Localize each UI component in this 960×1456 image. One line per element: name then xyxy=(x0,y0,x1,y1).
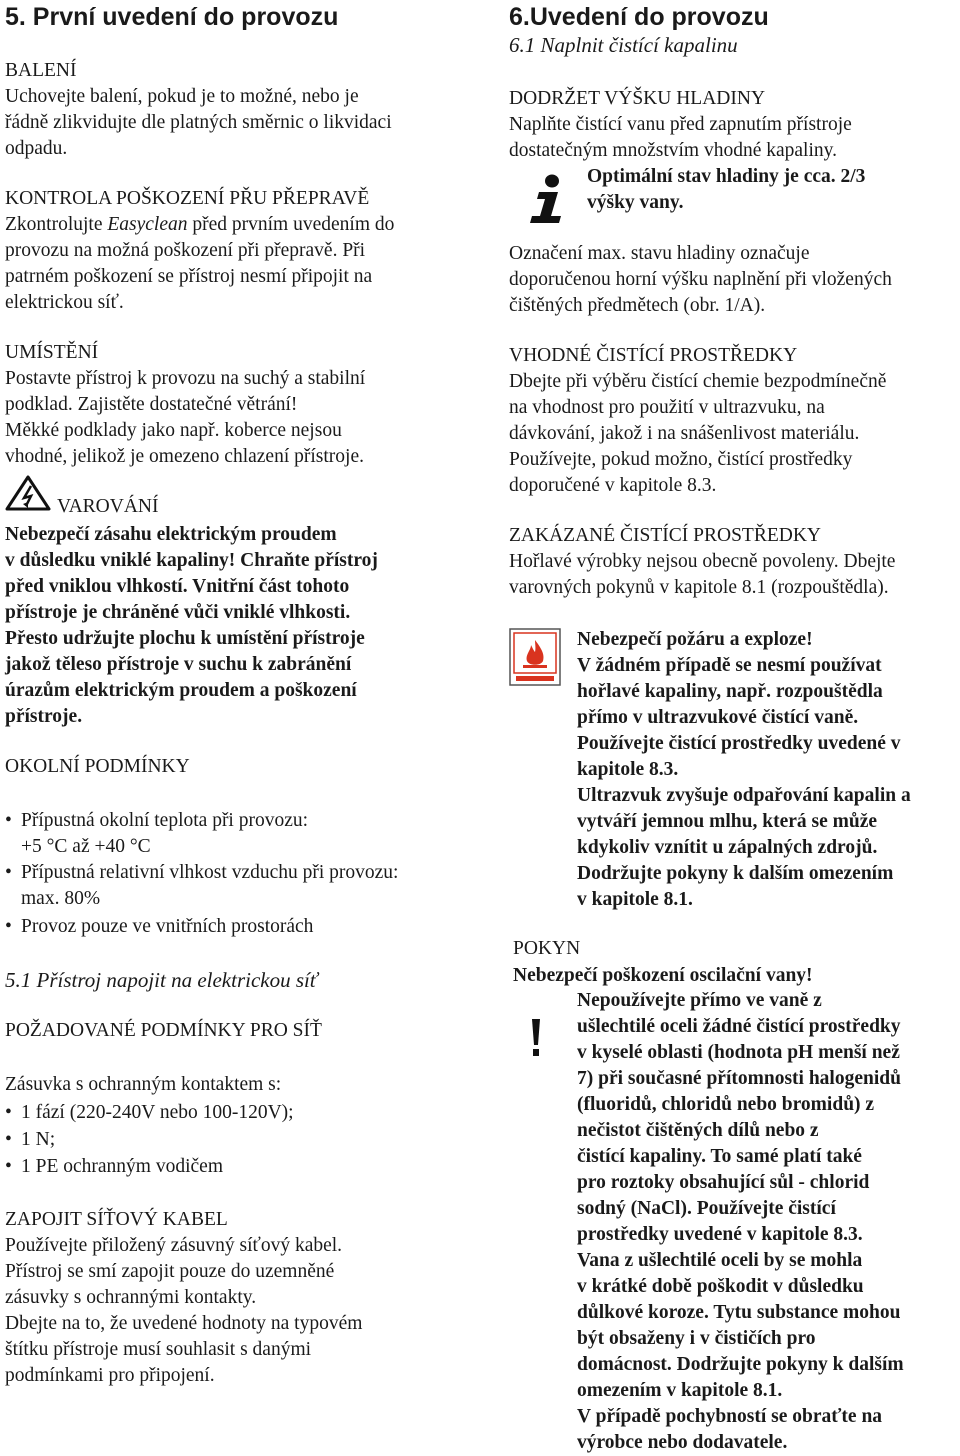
fire-line: kapitole 8.3. xyxy=(577,759,679,780)
varovani-line: před vniklou vlhkostí. Vnitřní část tohoto xyxy=(5,576,350,597)
kontrola-line-start: Zkontrolujte xyxy=(5,214,108,235)
pokyn-line: ušlechtilé oceli žádné čistící prostředky xyxy=(577,1016,901,1037)
pokyn-line: pro roztoky obsahující sůl - chlorid xyxy=(577,1172,870,1193)
vhodne-line: Používejte, pokud možno, čistící prostředky xyxy=(509,449,853,470)
electric-hazard-warning-icon xyxy=(4,474,52,512)
umisteni-line: vhodné, jelikož je omezeno chlazení přístroje. xyxy=(5,446,364,467)
zapojit-line: Dbejte na to, že uvedené hodnoty na typovém xyxy=(5,1313,363,1334)
varovani-heading: VAROVÁNÍ xyxy=(57,496,159,517)
umisteni-line: Postavte přístroj k provozu na suchý a stabilní xyxy=(5,368,366,389)
fire-line: Dodržujte pokyny k dalším omezením xyxy=(577,863,894,884)
section-6-1-title: 6.1 Naplnit čistící kapalinu xyxy=(509,33,738,57)
dodrzet-info xyxy=(587,164,865,216)
okolni-item-text: Přípustná okolní teplota při provozu: xyxy=(21,810,309,831)
kontrola-line-end: před prvním uvedením do xyxy=(187,214,395,235)
baleni-line: Uchovejte balení, pokud je to možné, nebo je xyxy=(5,86,359,107)
pozadovane-item xyxy=(5,1127,55,1153)
pokyn-line: Vana z ušlechtilé oceli by se mohla xyxy=(577,1250,863,1271)
pokyn-text xyxy=(577,988,904,1456)
info-i-icon xyxy=(525,172,569,226)
pozadovane-heading: POŽADOVANÉ PODMÍNKY PRO SÍŤ xyxy=(5,1020,322,1041)
baleni-line: řádně zlikvidujte dle platných směrnic o likvidaci xyxy=(5,112,392,133)
info-line: výšky vany. xyxy=(587,192,684,213)
varovani-line: přístroje je chráněné vůči vniklé vlhkosti. xyxy=(5,602,351,623)
okolni-item-value: max. 80% xyxy=(21,888,101,909)
pokyn-line: V případě pochybností se obraťte na xyxy=(577,1406,883,1427)
pokyn-line: Nepoužívejte přímo ve vaně z xyxy=(577,990,822,1011)
kontrola-line: elektrickou síť. xyxy=(5,292,124,313)
zakazane-line: varovných pokynů v kapitole 8.1 (rozpouštědla). xyxy=(509,577,889,598)
zapojit-line: Používejte přiložený zásuvný síťový kabel. xyxy=(5,1235,343,1256)
section-5-title: 5. První uvedení do provozu xyxy=(5,3,339,31)
dodrzet-heading: DODRŽET VÝŠKU HLADINY xyxy=(509,88,766,109)
bullet-glyph: • xyxy=(5,810,12,831)
fire-line: kdykoliv vznítit u zápalných zdrojů. xyxy=(577,837,878,858)
fire-line: Používejte čistící prostředky uvedené v xyxy=(577,733,901,754)
pozadovane-item-text: 1 fází (220-240V nebo 100-120V); xyxy=(21,1102,294,1123)
pozadovane-item xyxy=(5,1154,223,1180)
vhodne-line: Dbejte při výběru čistící chemie bezpodmínečně xyxy=(509,371,887,392)
pokyn-line: výrobce nebo dodavatele. xyxy=(577,1432,788,1453)
fire-line: hořlavé kapaliny, např. rozpouštědla xyxy=(577,681,883,702)
bullet-glyph: • xyxy=(5,1156,12,1177)
okolni-item-text: Provoz pouze ve vnitřních prostorách xyxy=(21,916,314,937)
dodrzet-line: dostatečným množstvím vhodné kapaliny. xyxy=(509,140,838,161)
fire-line: vytváří jemnou mlhu, která se může xyxy=(577,811,878,832)
kontrola-line xyxy=(5,212,394,238)
zakazane-line: Hořlavé výrobky nejsou obecně povoleny. Dbejte xyxy=(509,551,896,572)
dodrzet-after-line: doporučenou horní výšku naplnění při vložených xyxy=(509,269,892,290)
zakazane-heading: ZAKÁZANÉ ČISTÍCÍ PROSTŘEDKY xyxy=(509,525,821,546)
bullet-glyph: • xyxy=(5,1129,12,1150)
okolni-item-value: +5 °C až +40 °C xyxy=(21,836,151,857)
pokyn-line: prostředky uvedené v kapitole 8.3. xyxy=(577,1224,863,1245)
pokyn-line: důlkové koroze. Tytu substance mohou xyxy=(577,1302,901,1323)
fire-line: Nebezpečí požáru a exploze! xyxy=(577,629,813,650)
pozadovane-item-text: 1 PE ochranným vodičem xyxy=(21,1156,223,1177)
zakazane-text xyxy=(509,549,895,601)
zapojit-heading: ZAPOJIT SÍŤOVÝ KABEL xyxy=(5,1209,228,1230)
pokyn-line: 7) při současné přítomnosti halogenidů xyxy=(577,1068,901,1089)
fire-line: přímo v ultrazvukové čistící vaně. xyxy=(577,707,859,728)
zapojit-line: Přístroj se smí zapojit pouze do uzemněné xyxy=(5,1261,335,1282)
bullet-glyph: • xyxy=(5,862,12,883)
vhodne-line: na vhodnost pro použití v ultrazvuku, na xyxy=(509,397,825,418)
umisteni-line: podklad. Zajistěte dostatečné větrání! xyxy=(5,394,298,415)
pokyn-line: domácnost. Dodržujte pokyny k dalším xyxy=(577,1354,904,1375)
kontrola-line: provozu na možná poškození při přepravě. Při xyxy=(5,240,366,261)
varovani-line: Přesto udržujte plochu k umístění přístroje xyxy=(5,628,365,649)
pozadovane-item xyxy=(5,1100,294,1126)
fire-line: Ultrazvuk zvyšuje odpařování kapalin a xyxy=(577,785,911,806)
umisteni-text xyxy=(5,366,365,470)
baleni-line: odpadu. xyxy=(5,138,68,159)
varovani-text xyxy=(5,522,378,730)
varovani-line: jakož těleso přístroje v suchu k zabránění xyxy=(5,654,352,675)
zapojit-line: zásuvky s ochrannými kontakty. xyxy=(5,1287,257,1308)
zapojit-line: podmínkami pro připojení. xyxy=(5,1365,215,1386)
baleni-text xyxy=(5,84,392,162)
vhodne-line: dávkování, jakož i na snášenlivost materiálu. xyxy=(509,423,860,444)
kontrola-line: patrném poškození se přístroj nesmí připojit na xyxy=(5,266,373,287)
umisteni-line: Měkké podklady jako např. koberce nejsou xyxy=(5,420,342,441)
dodrzet-after-line: Označení max. stavu hladiny označuje xyxy=(509,243,810,264)
vhodne-line: doporučené v kapitole 8.3. xyxy=(509,475,717,496)
varovani-line: přístroje. xyxy=(5,706,83,727)
umisteni-heading: UMÍSTĚNÍ xyxy=(5,342,99,363)
pokyn-subheading: Nebezpečí poškození oscilační vany! xyxy=(513,965,813,986)
varovani-line: úrazům elektrickým proudem a poškození xyxy=(5,680,357,701)
pokyn-line: nečistot čištěných dílů nebo z xyxy=(577,1120,819,1141)
dodrzet-text xyxy=(509,112,852,164)
pokyn-line: v krátké době poškodit v důsledku xyxy=(577,1276,864,1297)
bullet-glyph: • xyxy=(5,916,12,937)
vhodne-heading: VHODNÉ ČISTÍCÍ PROSTŘEDKY xyxy=(509,345,798,366)
pokyn-line: v kyselé oblasti (hodnota pH menší než xyxy=(577,1042,900,1063)
pokyn-line: omezením v kapitole 8.1. xyxy=(577,1380,783,1401)
zapojit-text xyxy=(5,1233,362,1389)
pozadovane-item-text: 1 N; xyxy=(21,1129,56,1150)
pokyn-line: být obsaženy i v čističích pro xyxy=(577,1328,816,1349)
brand-name: Easyclean xyxy=(107,214,188,235)
pokyn-line: čistící kapaliny. To samé platí také xyxy=(577,1146,862,1167)
section-6-title: 6.Uvedení do provozu xyxy=(509,3,769,31)
varovani-line: v důsledku vniklé kapaliny! Chraňte přístroj xyxy=(5,550,378,571)
pokyn-line: sodný (NaCl). Používejte čistící xyxy=(577,1198,836,1219)
dodrzet-after-line: čištěných předmětech (obr. 1/A). xyxy=(509,295,766,316)
pokyn-line: (fluoridů, chloridů nebo bromidů) z xyxy=(577,1094,875,1115)
exclamation-icon xyxy=(529,1018,543,1058)
bullet-glyph: • xyxy=(5,1102,12,1123)
okolni-bullet-1 xyxy=(5,808,308,834)
zapojit-line: štítku přístroje musí souhlasit s danými xyxy=(5,1339,312,1360)
vhodne-text xyxy=(509,369,886,499)
okolni-bullet-3 xyxy=(5,914,313,940)
dodrzet-after xyxy=(509,241,892,319)
okolni-item-text: Přípustná relativní vlhkost vzduchu při provozu: xyxy=(21,862,399,883)
kontrola-heading: KONTROLA POŠKOZENÍ PŘU PŘEPRAVĚ xyxy=(5,188,370,209)
flammable-warning-icon xyxy=(509,628,561,686)
kontrola-text xyxy=(5,212,394,316)
fire-line: V žádném případě se nesmí používat xyxy=(577,655,882,676)
fire-line: v kapitole 8.1. xyxy=(577,889,693,910)
varovani-line: Nebezpečí zásahu elektrickým proudem xyxy=(5,524,337,545)
info-line: Optimální stav hladiny je cca. 2/3 xyxy=(587,166,866,187)
fire-warning-text xyxy=(577,627,911,913)
okolni-bullet-2 xyxy=(5,860,398,886)
baleni-heading: BALENÍ xyxy=(5,60,77,81)
pokyn-heading: POKYN xyxy=(513,938,581,959)
section-5-1-title: 5.1 Přístroj napojit na elektrickou síť xyxy=(5,968,318,992)
pozadovane-intro: Zásuvka s ochranným kontaktem s: xyxy=(5,1074,282,1095)
okolni-heading: OKOLNÍ PODMÍNKY xyxy=(5,756,190,777)
dodrzet-line: Naplňte čistící vanu před zapnutím přístroje xyxy=(509,114,852,135)
